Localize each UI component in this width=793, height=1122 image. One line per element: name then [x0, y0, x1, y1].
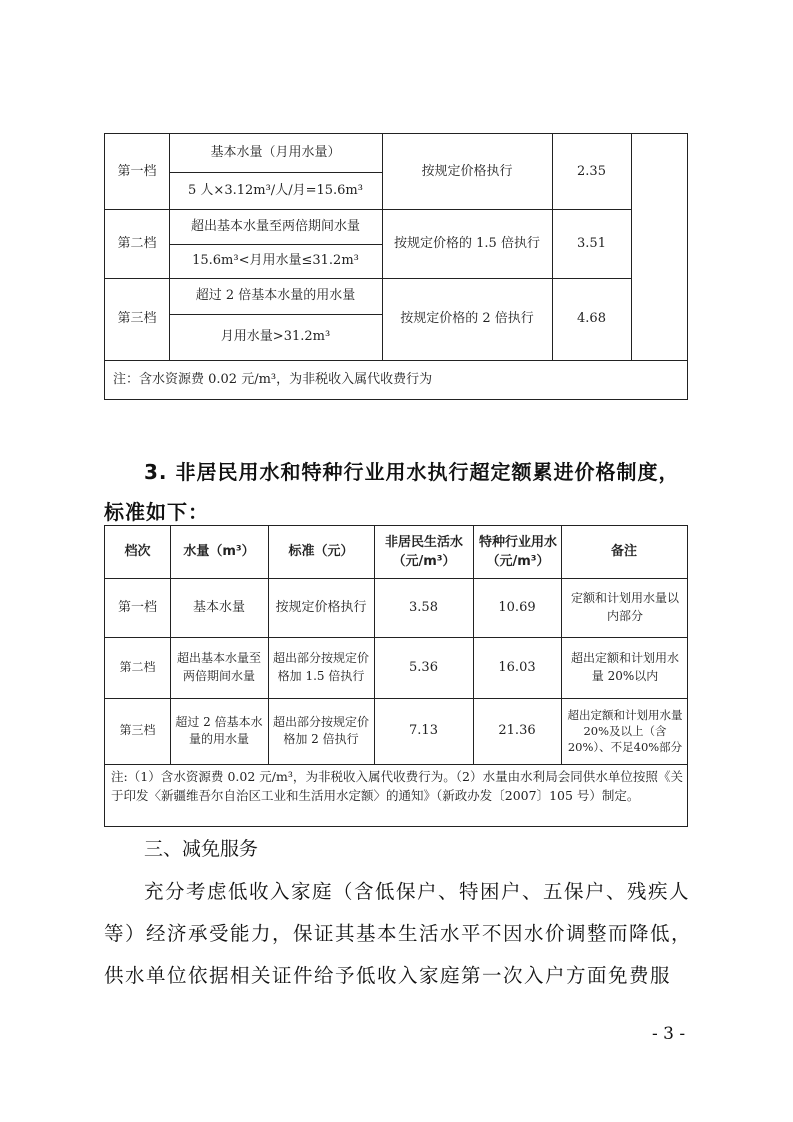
table-cell-remarks: 超出定额和计划用水量 20%以内 [570, 651, 679, 683]
table-cell-water: 5 人×3.12m³/人/月=15.6m³ [188, 182, 363, 198]
column-header-nonresidential: 非居民生活水（元/m³） [384, 534, 463, 569]
table-cell-water: 超出基本水量至两倍期间水量 [176, 651, 261, 683]
section-heading-line2: 标准如下： [104, 500, 209, 524]
table-cell-standard: 按规定价格的 1.5 倍执行 [394, 235, 540, 251]
table-divider [631, 134, 632, 361]
water-price-table-nonresidential [104, 525, 688, 827]
table-cell-water: 月用水量>31.2m³ [220, 329, 331, 345]
table-cell-price: 2.35 [577, 163, 606, 179]
section-title: 三、减免服务 [144, 838, 259, 860]
table-cell-water: 超过 2 倍基本水量的用水量 [175, 714, 263, 746]
table-cell-nonresidential-price: 5.36 [409, 659, 438, 675]
paragraph-line: 充分考虑低收入家庭（含低保户、特困户、五保户、残疾人 [144, 880, 691, 903]
table-cell-standard: 超出部分按规定价格加 1.5 倍执行 [272, 651, 369, 683]
column-header-special-industry: 特种行业用水（元/m³） [478, 534, 557, 569]
table-cell-remarks: 定额和计划用水量以内部分 [570, 591, 679, 623]
water-price-table-residential [104, 133, 688, 400]
paragraph-line: 供水单位依据相关证件给予低收入家庭第一次入户方面免费服 [104, 964, 672, 987]
section-heading-line1: 3. 非居民用水和特种行业用水执行超定额累进价格制度， [144, 460, 680, 484]
table-cell-standard: 按规定价格执行 [275, 599, 367, 615]
table-cell-special-price: 16.03 [498, 659, 536, 675]
table-cell-water: 超过 2 倍基本水量的用水量 [195, 288, 356, 304]
table-cell-standard: 超出部分按规定价格加 2 倍执行 [272, 714, 369, 746]
table-cell-tier: 第二档 [117, 235, 157, 251]
column-header-water: 水量（m³） [183, 544, 255, 560]
table-divider [105, 764, 687, 765]
table-cell-water: 基本水量（月用水量） [210, 145, 341, 161]
column-header-standard: 标准（元） [288, 544, 354, 560]
table-cell-standard: 按规定价格执行 [421, 163, 513, 179]
table-cell-tier: 第一档 [117, 163, 157, 179]
table-cell-price: 4.68 [577, 311, 606, 327]
table-cell-water: 15.6m³<月用水量≤31.2m³ [192, 253, 359, 269]
table-cell-water: 超出基本水量至两倍期间水量 [190, 218, 360, 234]
table-cell-tier: 第二档 [119, 659, 156, 674]
page-number: - 3 - [652, 1024, 686, 1044]
table-cell-water: 基本水量 [192, 599, 245, 615]
table-cell-nonresidential-price: 3.58 [409, 599, 438, 615]
column-header-remarks: 备注 [610, 544, 637, 560]
table-cell-special-price: 21.36 [498, 723, 536, 739]
table-note: 注：含水资源费 0.02 元/m³，为非税收入属代收费行为 [113, 371, 433, 387]
paragraph-line: 等）经济承受能力，保证其基本生活水平不因水价调整而降低， [104, 922, 693, 945]
table-cell-special-price: 10.69 [498, 599, 536, 615]
table-cell-nonresidential-price: 7.13 [409, 723, 438, 739]
table-note: 注:（1）含水资源费 0.02 元/m³，为非税收入属代收费行为。（2）水量由水利局会同供水单位按照《关于印发〈新疆维吾尔自治区工业和生活用水定额〉的通知》（新政办发〔2007〕105 号）制定。 [111, 769, 683, 803]
table-cell-tier: 第三档 [119, 723, 156, 738]
table-cell-tier: 第一档 [117, 599, 157, 615]
table-cell-standard: 按规定价格的 2 倍执行 [400, 311, 534, 327]
column-header-tier: 档次 [124, 544, 151, 560]
table-cell-tier: 第三档 [117, 311, 157, 327]
table-cell-price: 3.51 [577, 235, 606, 251]
table-cell-remarks: 超出定额和计划用水量20%及以上（含20%）、不足40%部分 [567, 707, 683, 755]
